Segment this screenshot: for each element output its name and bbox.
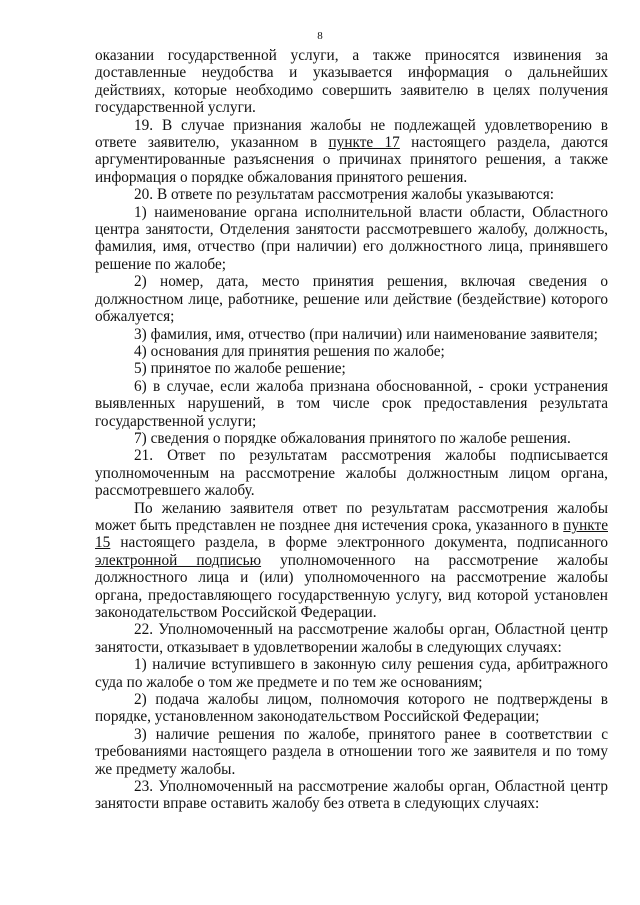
link-punkt-17[interactable]: пункте 17 — [328, 134, 400, 152]
paragraph-19: 19. В случае признания жалобы не подлежащей удовлетворению в ответе заявителю, указанном в пункте 17 настоящего раздела, даются аргументированные разъяснения о причинах принятого решения, а также информация о порядке обжалования принятого решения. — [95, 116, 608, 186]
paragraph-23: 23. Уполномоченный на рассмотрение жалобы орган, Областной центр занятости вправе оставить жалобу без ответа в следующих случаях: — [95, 778, 608, 813]
list-item-20-2: 2) номер, дата, место принятия решения, включая сведения о должностном лице, работнике, решение или действие (бездействие) которого обжалуется; — [95, 273, 608, 326]
list-item-22-3: 3) наличие решения по жалобе, принятого ранее в соответствии с требованиями настоящего раздела в отношении того же заявителя и по тому же предмету жалобы. — [95, 725, 608, 778]
paragraph-22: 22. Уполномоченный на рассмотрение жалобы орган, Областной центр занятости, отказывает в удовлетворении жалобы в следующих случаях: — [95, 621, 608, 656]
paragraph-continuation: оказании государственной услуги, а также приносятся извинения за доставленные неудобства и указывается информация о дальнейших действиях, которые необходимо совершить заявителю в целях получения государственной услуги. — [95, 47, 608, 117]
list-item-20-5: 5) принятое по жалобе решение; — [134, 360, 346, 378]
page-number: 8 — [317, 30, 323, 42]
list-item-22-2: 2) подача жалобы лицом, полномочия которого не подтверждены в порядке, установленном законодательством Российской Федерации; — [95, 691, 608, 726]
link-electronic-signature[interactable]: электронной подписью — [95, 551, 262, 569]
list-item-20-3: 3) фамилия, имя, отчество (при наличии) или наименование заявителя; — [134, 325, 598, 343]
list-item-22-1: 1) наличие вступившего в законную силу решения суда, арбитражного суда по жалобе о том же предмете и по тем же основаниям; — [95, 656, 608, 691]
paragraph-20: 20. В ответе по результатам рассмотрения жалобы указываются: — [134, 186, 555, 204]
list-item-20-7: 7) сведения о порядке обжалования принятого по жалобе решения. — [134, 429, 571, 447]
list-item-20-1: 1) наименование органа исполнительной власти области, Областного центра занятости, Отделения занятости рассмотревшего жалобу, должность, фамилия, имя, отчество (при наличии) его должностного лица, принявшего решение по жалобе; — [95, 203, 608, 273]
document-body — [95, 47, 608, 813]
link-punkt-15[interactable]: пункте 15 — [95, 516, 608, 552]
paragraph-21: 21. Ответ по результатам рассмотрения жалобы подписывается уполномоченным на рассмотрение жалобы должностным лицом органа, рассмотревшего жалобу. — [95, 447, 608, 500]
list-item-20-4: 4) основания для принятия решения по жалобе; — [134, 342, 445, 360]
list-item-20-6: 6) в случае, если жалоба признана обоснованной, - сроки устранения выявленных нарушений, в том числе срок предоставления результата государственной услуги; — [95, 377, 608, 430]
paragraph-21-electronic: По желанию заявителя ответ по результатам рассмотрения жалобы может быть представлен не позднее дня истечения срока, указанного в пункте 15 настоящего раздела, в форме электронного документа, подписанного электронной подписью уполномоченного на рассмотрение жалобы должностного лица и (или) уполномоченного на рассмотрение жалобы органа, предоставляющего государственную услугу, вид которой установлен законодательством Российской Федерации. — [95, 499, 608, 621]
